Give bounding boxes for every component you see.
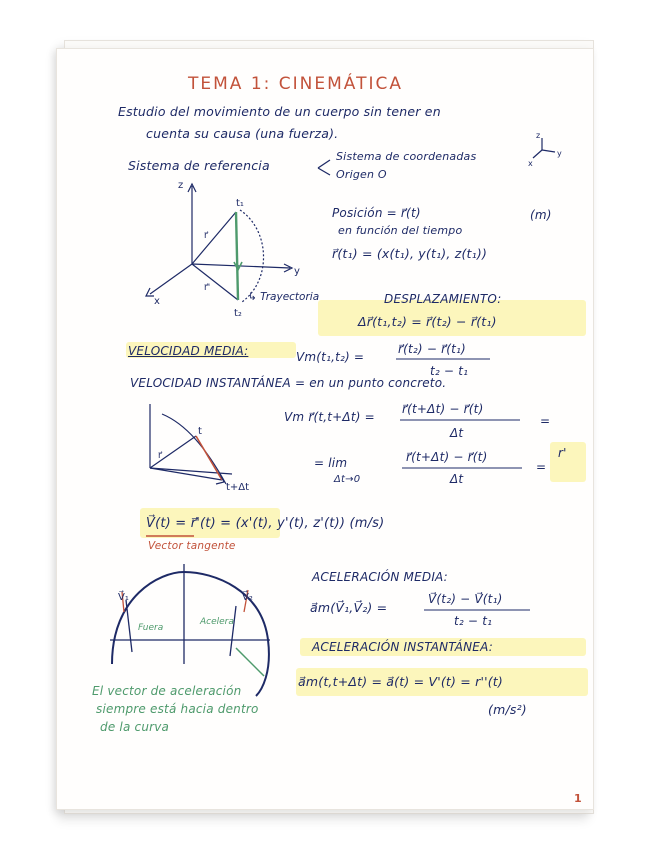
posicion-line-2: en función del tiempo [338, 224, 463, 237]
d2-vector-tdt [150, 468, 222, 480]
lim-lhs: = lim [314, 456, 348, 470]
green-note-2: siempre está hacia dentro [96, 702, 259, 716]
d2-curve [162, 414, 226, 484]
mini-axis-x: x [528, 159, 533, 168]
sistema-brace [318, 160, 330, 175]
diagram-instantaneous-velocity [150, 404, 232, 484]
vinst-equals: = [540, 414, 551, 428]
amedia-title: ACELERACIÓN MEDIA: [312, 570, 448, 584]
diagram3-v1-label: V⃗₁ [118, 592, 129, 603]
vinst-title: VELOCIDAD INSTANTÁNEA = en un punto concreto. [130, 376, 447, 390]
lim-r-prime: r' [558, 446, 567, 460]
amedia-numerator: V⃗(t₂) − V⃗(t₁) [428, 592, 503, 606]
page-number: 1 [574, 792, 582, 805]
diagram1-z-label: z [178, 180, 184, 191]
diagram1-y-label: y [294, 266, 300, 277]
mini-axes-icon [533, 138, 555, 158]
posicion-unit: (m) [530, 208, 552, 222]
diagram3-dentro-label: Acelera [200, 617, 234, 627]
d3-arc [112, 572, 269, 696]
vinst-numerator: r⃗(t+Δt) − r⃗(t) [402, 402, 484, 416]
diagram2-r-label: r⃗ [158, 451, 162, 461]
intro-line-2: cuenta su causa (una fuerza). [146, 126, 339, 141]
green-note-3: de la curva [100, 720, 170, 734]
displacement-vector [236, 212, 238, 300]
sistema-label: Sistema de referencia [128, 158, 270, 173]
lim-numerator: r⃗(t+Δt) − r⃗(t) [406, 450, 488, 464]
sistema-sub-2: Origen O [336, 168, 387, 181]
diagram-acceleration [110, 564, 270, 696]
diagram1-r-label: r⃗ [204, 231, 208, 241]
diagram3-fuera-label: Fuera [138, 623, 164, 633]
diagram3-v2-label: V⃗₂ [242, 592, 253, 603]
posicion-line-3: r⃗(t₁) = (x(t₁), y(t₁), z(t₁)) [332, 246, 488, 261]
desplazamiento-title: DESPLAZAMIENTO: [384, 292, 502, 306]
trayectoria-label: ↳ Trayectoria [248, 291, 320, 303]
sistema-sub-1: Sistema de coordenadas [336, 150, 477, 163]
trajectory-curve [240, 210, 264, 302]
x-axis [150, 264, 192, 294]
diagram1-t2-label: t₂ [234, 308, 242, 319]
diagram1-x-label: x [154, 296, 160, 307]
d2-delta-vector [196, 436, 222, 480]
vector-r2 [192, 264, 238, 300]
d3-accel-vector-right [230, 606, 236, 656]
diagram2-tdt-label: t+Δt [226, 482, 250, 493]
d3-green-arrow [236, 648, 264, 676]
vinst-lhs: Vm r⃗(t,t+Δt) = [284, 410, 375, 424]
green-note-1: El vector de aceleración [92, 684, 242, 698]
vmedia-lhs: Vm(t₁,t₂) = [296, 350, 365, 364]
lim-equals: = [536, 460, 547, 474]
fraction-bars [396, 359, 530, 610]
mini-axis-z: z [536, 131, 541, 140]
lim-sub: Δt→0 [334, 474, 361, 485]
vinst-denominator: Δt [450, 426, 464, 440]
ainst-title: ACELERACIÓN INSTANTÁNEA: [312, 640, 493, 654]
vector-r1 [192, 212, 236, 264]
mini-axis-y: y [557, 149, 562, 158]
desplazamiento-formula: Δr⃗(t₁,t₂) = r⃗(t₂) − r⃗(t₁) [358, 314, 497, 329]
vmedia-numerator: r⃗(t₂) − r⃗(t₁) [398, 342, 466, 356]
diagram1-r2-label: r⃗' [204, 283, 211, 293]
diagram2-t-label: t [198, 426, 202, 437]
velocity-definition: V⃗(t) = r⃗'(t) = (x'(t), y'(t), z'(t)) (m/s) [146, 516, 385, 531]
vmedia-title: VELOCIDAD MEDIA: [128, 344, 249, 358]
vector-tangente-label: Vector tangente [148, 540, 236, 552]
d3-accel-vector-left [126, 600, 132, 652]
intro-line-1: Estudio del movimiento de un cuerpo sin tener en [118, 104, 441, 119]
diagram1-t1-label: t₁ [236, 198, 244, 209]
d2-vector-t [150, 436, 196, 468]
amedia-denominator: t₂ − t₁ [454, 614, 493, 628]
diagram-position-vectors [146, 184, 292, 302]
posicion-line-1: Posición = r⃗(t) [332, 206, 421, 220]
page-title: TEMA 1: CINEMÁTICA [188, 74, 403, 94]
ainst-unit: (m/s²) [488, 702, 527, 717]
ainst-formula: a⃗m(t,t+Δt) = a⃗(t) = V'(t) = r''(t) [298, 674, 503, 689]
amedia-lhs: a⃗m(V⃗₁,V⃗₂) = [310, 600, 388, 615]
vmedia-denominator: t₂ − t₁ [430, 364, 469, 378]
lim-denominator: Δt [450, 472, 464, 486]
